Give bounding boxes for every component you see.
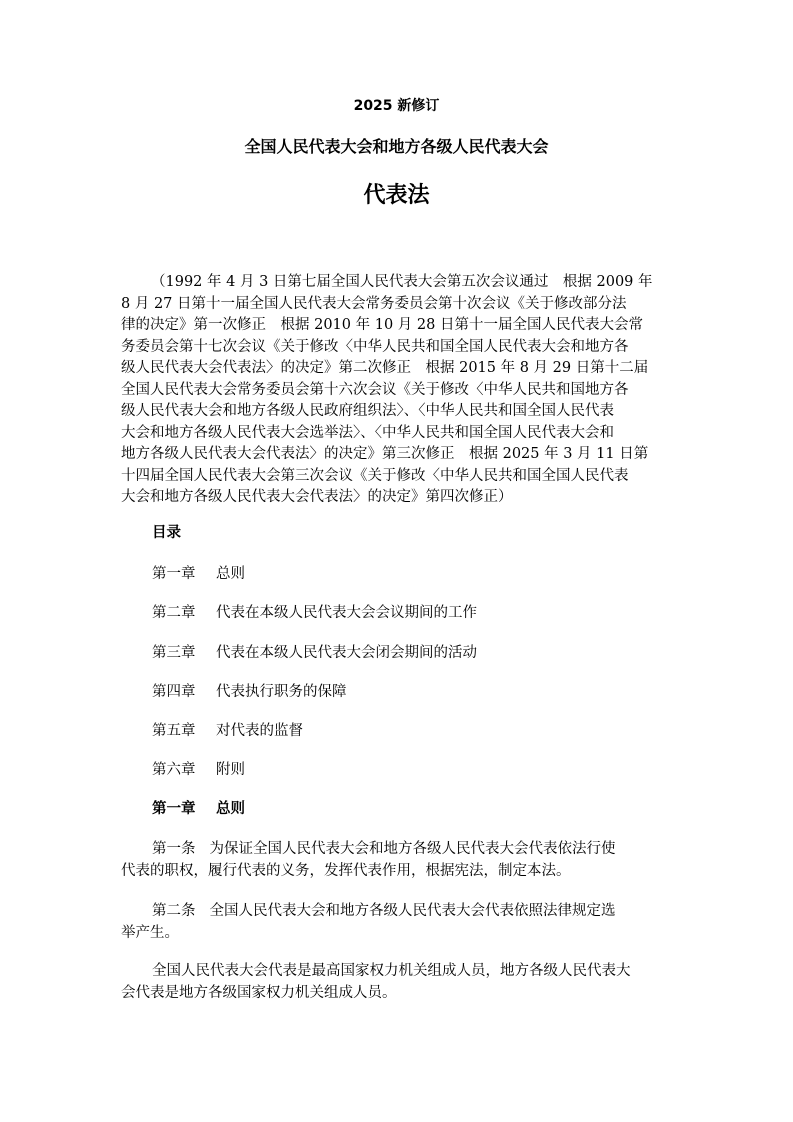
chapter-title: 总则 bbox=[216, 801, 245, 817]
toc-item-chapter-1 bbox=[152, 564, 712, 584]
history-line: 大会和地方各级人民代表大会选举法〉、〈中华人民共和国全国人民代表大会和 bbox=[121, 424, 614, 441]
toc-item-chapter-3 bbox=[152, 643, 712, 663]
toc-chapter-number: 第二章 bbox=[152, 605, 196, 621]
article-text: 举产生。 bbox=[121, 925, 179, 941]
toc-item-chapter-4 bbox=[152, 682, 712, 702]
toc-chapter-number: 第六章 bbox=[152, 762, 196, 778]
article-text: 全国人民代表大会和地方各级人民代表大会代表依照法律规定选 bbox=[209, 903, 616, 919]
chapter-1-heading bbox=[152, 799, 245, 819]
history-line: 级人民代表大会和地方各级人民政府组织法〉、〈中华人民共和国全国人民代表 bbox=[121, 403, 614, 419]
toc-chapter-number: 第四章 bbox=[152, 684, 196, 700]
toc-chapter-number: 第一章 bbox=[152, 566, 196, 582]
toc-item-chapter-6 bbox=[152, 760, 712, 780]
revision-subtitle: 2025 新修订 bbox=[353, 98, 440, 114]
paragraph-text: 全国人民代表大会代表是最高国家权力机关组成人员，地方各级人民代表大 bbox=[152, 963, 631, 979]
history-line: 地方各级人民代表大会代表法〉的决定》第三次修正 根据 2025 年 3 月 11 日第 bbox=[121, 446, 649, 462]
legislative-history bbox=[121, 272, 675, 509]
law-title-line2: 代表法 bbox=[363, 183, 430, 208]
history-line: 级人民代表大会代表法〉的决定》第二次修正 根据 2015 年 8 月 29 日第十二届 bbox=[121, 360, 649, 376]
toc-chapter-number: 第三章 bbox=[152, 645, 196, 661]
history-line: 大会和地方各级人民代表大会代表法〉的决定》第四次修正） bbox=[121, 489, 513, 505]
toc-chapter-title: 附则 bbox=[216, 762, 245, 778]
history-line: （1992 年 4 月 3 日第七届全国人民代表大会第五次会议通过 根据 2009 年 bbox=[151, 274, 653, 290]
history-line: 8 月 27 日第十一届全国人民代表大会常务委员会第十次会议《关于修改部分法 bbox=[121, 295, 627, 312]
history-line: 务委员会第十七次会议《关于修改〈中华人民共和国全国人民代表大会和地方各 bbox=[121, 338, 629, 355]
article-label: 第二条 bbox=[152, 903, 196, 919]
article-2-paragraph-2 bbox=[121, 960, 681, 1004]
toc-chapter-number: 第五章 bbox=[152, 723, 196, 739]
toc-heading: 目录 bbox=[152, 525, 181, 541]
article-2 bbox=[121, 900, 681, 944]
law-title-line1: 全国人民代表大会和地方各级人民代表大会 bbox=[244, 137, 549, 156]
article-1 bbox=[121, 838, 681, 882]
article-text: 代表的职权，履行代表的义务，发挥代表作用，根据宪法，制定本法。 bbox=[121, 863, 571, 879]
toc-chapter-title: 代表在本级人民代表大会会议期间的工作 bbox=[216, 605, 477, 621]
toc-item-chapter-5 bbox=[152, 721, 712, 741]
chapter-number: 第一章 bbox=[152, 801, 196, 817]
toc-item-chapter-2 bbox=[152, 603, 712, 623]
toc-chapter-title: 代表执行职务的保障 bbox=[216, 684, 347, 700]
history-line: 十四届全国人民代表大会第三次会议《关于修改〈中华人民共和国全国人民代表 bbox=[121, 467, 629, 484]
toc-chapter-title: 对代表的监督 bbox=[216, 723, 303, 739]
article-text: 为保证全国人民代表大会和地方各级人民代表大会代表依法行使 bbox=[209, 841, 616, 857]
paragraph-text: 会代表是地方各级国家权力机关组成人员。 bbox=[121, 985, 397, 1001]
history-line: 律的决定》第一次修正 根据 2010 年 10 月 28 日第十一届全国人民代表大会常 bbox=[121, 317, 643, 333]
toc-chapter-title: 总则 bbox=[216, 566, 245, 582]
history-line: 全国人民代表大会常务委员会第十六次会议《关于修改〈中华人民共和国地方各 bbox=[121, 381, 629, 398]
article-label: 第一条 bbox=[152, 841, 196, 857]
toc-chapter-title: 代表在本级人民代表大会闭会期间的活动 bbox=[216, 645, 477, 661]
